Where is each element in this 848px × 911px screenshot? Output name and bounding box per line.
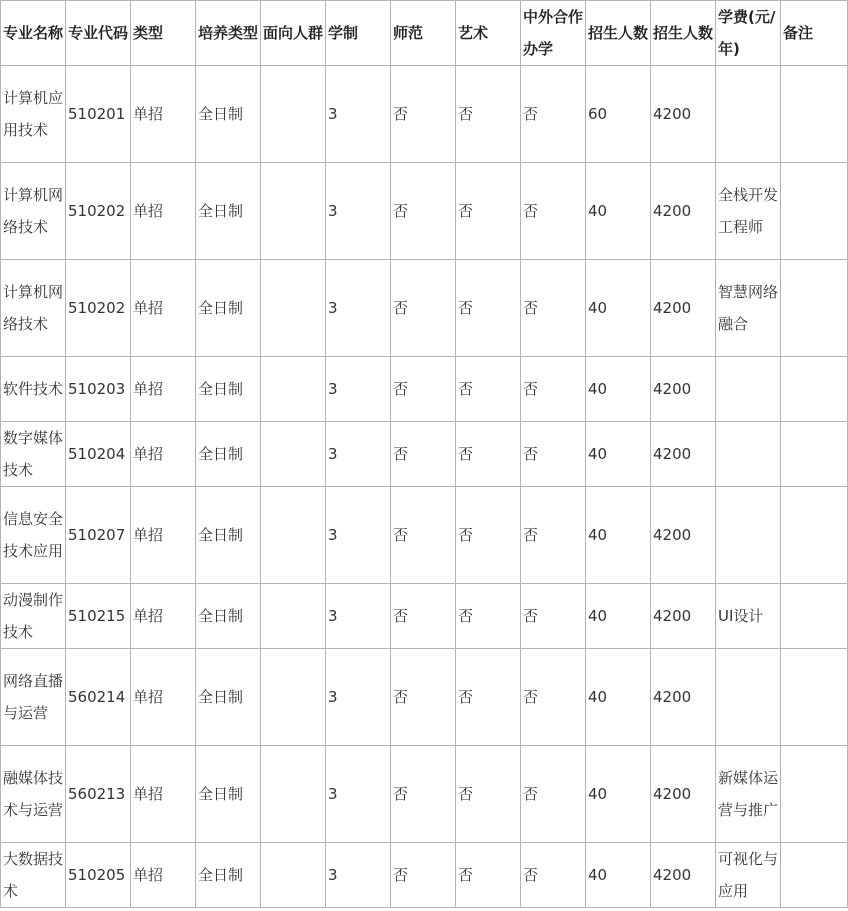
table-row [1, 357, 848, 422]
header-cell: 备注 [781, 1, 848, 66]
table-cell: 单招 [131, 487, 196, 584]
table-cell [781, 422, 848, 487]
table-row [1, 649, 848, 746]
table-cell: 否 [456, 843, 521, 908]
table-cell: 40 [586, 584, 651, 649]
table-cell: 数字媒体技术 [1, 422, 66, 487]
header-cell: 学制 [326, 1, 391, 66]
table-cell: 否 [456, 422, 521, 487]
table-cell: 40 [586, 357, 651, 422]
table-cell: 3 [326, 584, 391, 649]
table-cell: 全栈开发工程师 [716, 163, 781, 260]
table-cell: 3 [326, 487, 391, 584]
table-cell: 单招 [131, 584, 196, 649]
table-cell: 单招 [131, 843, 196, 908]
table-cell [716, 66, 781, 163]
table-cell: 否 [391, 843, 456, 908]
header-cell: 师范 [391, 1, 456, 66]
table-cell [781, 357, 848, 422]
table-cell: 全日制 [196, 746, 261, 843]
table-cell: 网络直播与运营 [1, 649, 66, 746]
table-cell [781, 843, 848, 908]
table-cell: 否 [456, 357, 521, 422]
table-cell: 40 [586, 746, 651, 843]
table-row [1, 746, 848, 843]
table-row [1, 843, 848, 908]
table-cell: 否 [521, 163, 586, 260]
table-cell [781, 487, 848, 584]
table-cell: 510204 [66, 422, 131, 487]
table-cell: 全日制 [196, 422, 261, 487]
table-cell [261, 584, 326, 649]
table-cell: 40 [586, 260, 651, 357]
table-cell [261, 357, 326, 422]
table-cell: 否 [391, 163, 456, 260]
table-cell: 3 [326, 163, 391, 260]
table-cell: 全日制 [196, 649, 261, 746]
table-body [1, 66, 848, 908]
table-cell: 否 [391, 584, 456, 649]
table-cell: 融媒体技术与运营 [1, 746, 66, 843]
table-cell: 否 [456, 649, 521, 746]
table-cell [716, 357, 781, 422]
table-cell [781, 260, 848, 357]
table-cell: 全日制 [196, 843, 261, 908]
table-cell: 全日制 [196, 584, 261, 649]
table-cell: 全日制 [196, 163, 261, 260]
table-cell: UI设计 [716, 584, 781, 649]
table-cell: 否 [521, 649, 586, 746]
table-cell: 否 [456, 260, 521, 357]
header-cell: 类型 [131, 1, 196, 66]
table-cell [261, 746, 326, 843]
table-cell: 动漫制作技术 [1, 584, 66, 649]
table-cell: 全日制 [196, 357, 261, 422]
table-cell: 可视化与应用 [716, 843, 781, 908]
table-cell: 否 [391, 746, 456, 843]
header-cell: 培养类型 [196, 1, 261, 66]
table-cell: 否 [521, 584, 586, 649]
table-cell: 4200 [651, 487, 716, 584]
table-cell: 否 [391, 66, 456, 163]
header-cell: 专业代码 [66, 1, 131, 66]
table-cell: 否 [391, 487, 456, 584]
table-cell: 4200 [651, 584, 716, 649]
table-cell [261, 422, 326, 487]
header-row [1, 1, 848, 66]
header-cell: 专业名称 [1, 1, 66, 66]
table-cell: 否 [456, 487, 521, 584]
table-cell: 否 [391, 260, 456, 357]
table-row [1, 584, 848, 649]
table-cell [261, 66, 326, 163]
header-cell: 面向人群 [261, 1, 326, 66]
header-cell: 艺术 [456, 1, 521, 66]
table-cell: 40 [586, 649, 651, 746]
table-cell: 560214 [66, 649, 131, 746]
table-cell: 软件技术 [1, 357, 66, 422]
table-cell: 否 [521, 746, 586, 843]
table-cell [716, 487, 781, 584]
table-row [1, 163, 848, 260]
table-cell: 否 [521, 487, 586, 584]
table-cell: 单招 [131, 163, 196, 260]
table-cell: 否 [391, 649, 456, 746]
table-cell: 全日制 [196, 487, 261, 584]
table-cell: 3 [326, 422, 391, 487]
table-cell: 计算机网络技术 [1, 163, 66, 260]
table-cell: 40 [586, 843, 651, 908]
header-cell: 招生人数 [586, 1, 651, 66]
table-cell: 否 [391, 357, 456, 422]
table-cell: 3 [326, 357, 391, 422]
table-cell [781, 649, 848, 746]
table-cell: 智慧网络融合 [716, 260, 781, 357]
table-cell: 否 [521, 260, 586, 357]
table-cell: 510215 [66, 584, 131, 649]
table-cell: 560213 [66, 746, 131, 843]
table-cell: 510202 [66, 260, 131, 357]
table-cell: 否 [521, 66, 586, 163]
table-cell [261, 487, 326, 584]
table-cell [261, 649, 326, 746]
table-cell: 510203 [66, 357, 131, 422]
table-cell: 3 [326, 66, 391, 163]
table-cell: 新媒体运营与推广 [716, 746, 781, 843]
table-cell: 否 [456, 66, 521, 163]
table-cell: 计算机网络技术 [1, 260, 66, 357]
header-cell: 招生人数 [651, 1, 716, 66]
table-cell: 40 [586, 163, 651, 260]
table-row [1, 487, 848, 584]
table-cell: 大数据技术 [1, 843, 66, 908]
table-cell: 否 [456, 163, 521, 260]
table-cell: 4200 [651, 66, 716, 163]
table-cell: 全日制 [196, 260, 261, 357]
table-cell: 3 [326, 843, 391, 908]
table-cell: 全日制 [196, 66, 261, 163]
table-cell: 4200 [651, 746, 716, 843]
table-cell: 单招 [131, 357, 196, 422]
table-cell [716, 649, 781, 746]
table-cell: 40 [586, 487, 651, 584]
table-row [1, 66, 848, 163]
table-cell [781, 66, 848, 163]
table-cell: 信息安全技术应用 [1, 487, 66, 584]
table-cell: 4200 [651, 260, 716, 357]
table-cell [261, 843, 326, 908]
table-cell [781, 584, 848, 649]
table-cell: 单招 [131, 66, 196, 163]
table-cell: 否 [521, 422, 586, 487]
table-cell: 4200 [651, 843, 716, 908]
table-cell: 4200 [651, 163, 716, 260]
table-cell: 510205 [66, 843, 131, 908]
table-cell: 40 [586, 422, 651, 487]
header-cell: 中外合作办学 [521, 1, 586, 66]
header-cell: 学费(元/年) [716, 1, 781, 66]
table-row [1, 422, 848, 487]
table-cell: 否 [521, 843, 586, 908]
table-cell: 60 [586, 66, 651, 163]
table-cell: 510207 [66, 487, 131, 584]
table-cell: 3 [326, 649, 391, 746]
table-cell: 单招 [131, 260, 196, 357]
table-cell: 单招 [131, 649, 196, 746]
table-cell: 否 [456, 584, 521, 649]
table-cell: 4200 [651, 649, 716, 746]
table-cell: 510202 [66, 163, 131, 260]
table-cell: 否 [456, 746, 521, 843]
table-cell: 4200 [651, 422, 716, 487]
table-cell: 计算机应用技术 [1, 66, 66, 163]
table-cell [261, 163, 326, 260]
table-cell [716, 422, 781, 487]
table-cell: 否 [391, 422, 456, 487]
table-cell [781, 163, 848, 260]
table-row [1, 260, 848, 357]
table-cell: 3 [326, 746, 391, 843]
table-cell: 否 [521, 357, 586, 422]
table-cell [781, 746, 848, 843]
table-cell: 510201 [66, 66, 131, 163]
table-cell: 4200 [651, 357, 716, 422]
table-cell: 单招 [131, 422, 196, 487]
table-cell: 单招 [131, 746, 196, 843]
table-cell: 3 [326, 260, 391, 357]
table-cell [261, 260, 326, 357]
